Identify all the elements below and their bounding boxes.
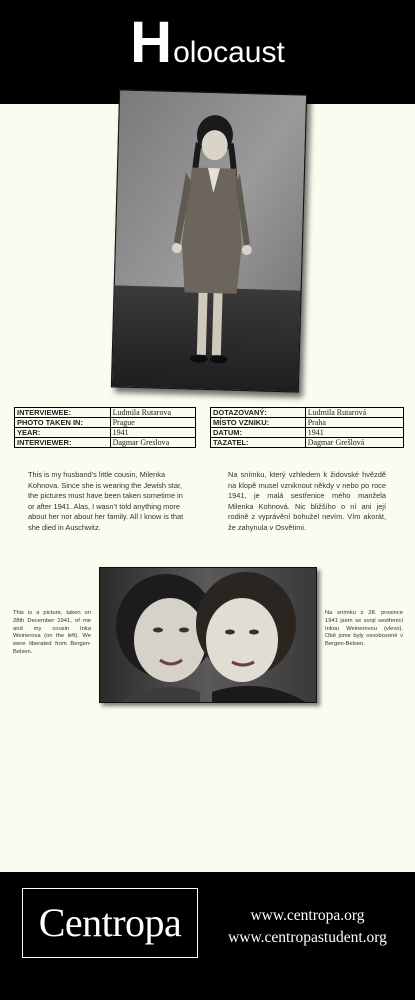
info-key: INTERVIEWEE: [15,408,111,418]
photo-cousins-image [100,568,316,702]
info-key: INTERVIEWER: [15,438,111,448]
info-row [211,438,404,448]
caption-english-1: This is my husband’s little cousin, Milenka Kohnova. Since she is wearing the Jewish star, the pictures must have been taken sometime in or after 1941. Alas, I wasn’t told anything more about her nor about her family. All I know is that she died in Auschwitz. [28,470,184,532]
url-centropa[interactable]: www.centropa.org [250,907,365,924]
title-initial: H [130,10,173,75]
info-table-english [14,407,196,448]
info-value: Prague [110,418,195,428]
info-key: MÍSTO VZNIKU: [211,418,306,428]
caption-english-2: This is a picture, taken on 28th December 1941, of me and my cousin Inka Weinerova (on the left). We were liberated from Bergen-Belsen. [13,610,91,655]
centropa-logo: Centropa [22,888,198,958]
info-key: PHOTO TAKEN IN: [15,418,111,428]
info-key: TAZATEL: [211,438,306,448]
info-value: Dagmar Greslova [110,438,195,448]
caption-czech-1: Na snímku, který vzhledem k židovské hvězdě na klopě musel vzniknout někdy v nebo po roce 1941, je malá sestřenice mého manžela Milenka Kohnová. Nic bližšího o ní ani její rodině z vyprávění bohužel nevím. Vím akorát, že zahynula v Osvětimi. [228,470,386,532]
caption-czech-2: Na snímku z 28. prosince 1941 jsem se svojí sestřenicí Inkou Weinerovou (vlevo). Obě jsme byly osvobozené v Bergen-Belsen. [325,610,403,648]
info-key: DATUM: [211,428,306,438]
page-title [0,10,415,75]
info-row [15,438,196,448]
info-row [211,418,404,428]
info-row [211,408,404,418]
info-row [15,428,196,438]
info-key: DOTAZOVANÝ: [211,408,306,418]
info-value: Ludmila Rutarova [110,408,195,418]
info-value: Praha [305,418,403,428]
title-rest: olocaust [173,36,285,69]
info-value: 1941 [110,428,195,438]
header-bar [0,0,415,104]
info-row [15,408,196,418]
photo-two-cousins [99,567,317,703]
info-row [211,428,404,438]
info-key: YEAR: [15,428,111,438]
url-centropastudent[interactable]: www.centropastudent.org [228,929,387,946]
info-value: Dagmar Grešlová [305,438,403,448]
info-table-czech [210,407,404,448]
photo-girl-image [112,90,306,391]
info-row [15,418,196,428]
footer-links [210,905,405,949]
info-value: Ludmila Rutarová [305,408,403,418]
info-value: 1941 [305,428,403,438]
photo-girl-portrait [111,89,307,392]
